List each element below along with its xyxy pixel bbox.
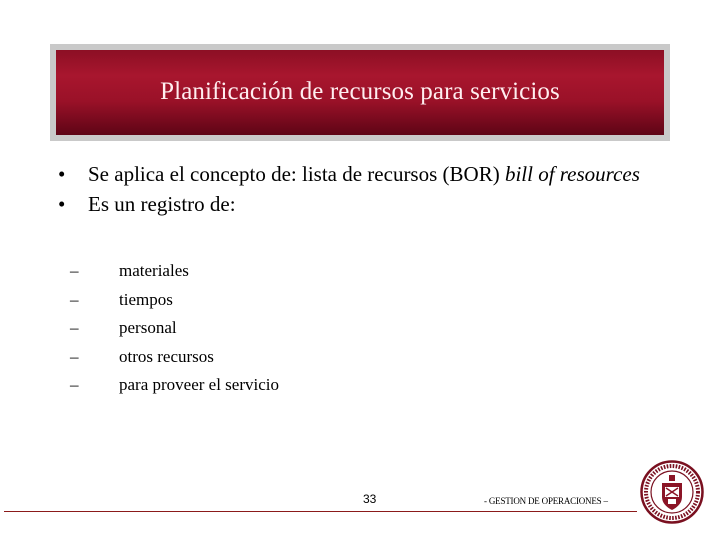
sub-bullet-marker: – (70, 375, 79, 394)
title-bar (56, 50, 664, 135)
footer-course-label: - GESTION DE OPERACIONES – (484, 496, 608, 506)
sub-bullet-item (70, 314, 279, 343)
sub-bullet-list (70, 257, 279, 400)
sub-bullet-item (70, 343, 279, 372)
sub-bullet-marker: – (70, 318, 79, 337)
sub-bullet-text: tiempos (119, 289, 173, 309)
sub-bullet-marker: – (70, 289, 79, 309)
university-seal-icon (640, 460, 704, 524)
bullet-marker: • (58, 162, 66, 186)
sub-bullet-marker: – (70, 346, 79, 366)
sub-bullet-item (70, 257, 279, 286)
slide-title: Planificación de recursos para servicios (160, 77, 560, 105)
bullet-text-emphasis: bill of resources (504, 162, 640, 186)
sub-bullet-text: para proveer el servicio (119, 375, 279, 394)
sub-bullet-text: personal (119, 318, 177, 337)
sub-bullet-text: otros recursos (119, 346, 214, 366)
sub-bullet-item (70, 286, 279, 315)
footer-divider (4, 511, 637, 512)
bullet-text (88, 160, 658, 188)
bullet-item (58, 160, 658, 188)
page-number: 33 (363, 492, 377, 506)
title-frame (50, 44, 670, 141)
sub-bullet-text: materiales (119, 261, 189, 280)
bullet-text: Es un registro de: (88, 192, 236, 216)
bullet-item (58, 190, 658, 218)
bullet-marker: • (58, 192, 66, 216)
bullet-list (58, 160, 658, 218)
sub-bullet-marker: – (70, 261, 79, 280)
sub-bullet-item (70, 371, 279, 400)
bullet-text-plain: Se aplica el concepto de: lista de recursos (BOR) (88, 162, 505, 186)
